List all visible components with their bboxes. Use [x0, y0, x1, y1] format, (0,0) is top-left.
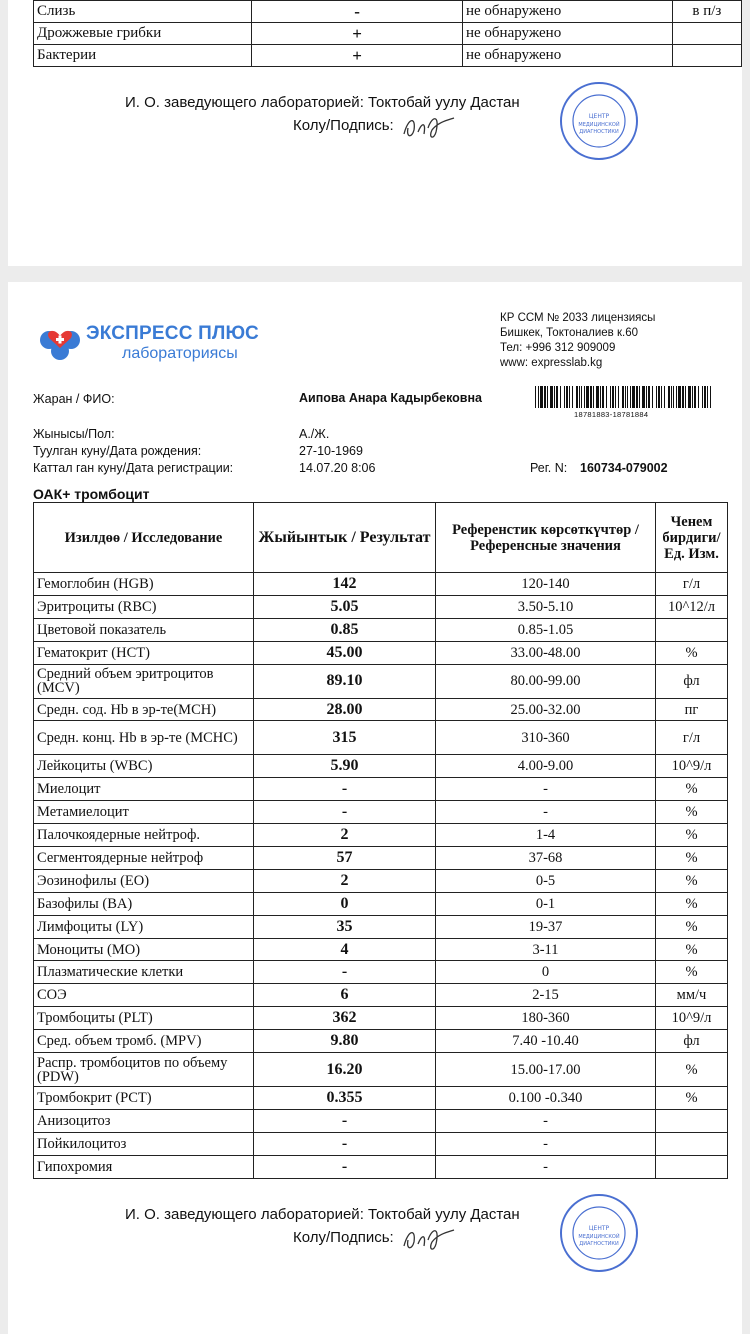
lab-seal-stamp-bottom — [558, 1192, 640, 1274]
test-name: Пойкилоцитоз — [34, 1132, 254, 1155]
table-row — [34, 847, 728, 870]
test-unit: г/л — [656, 573, 728, 596]
test-result: 2 — [254, 869, 436, 892]
test-reference: 3.50-5.10 — [436, 595, 656, 618]
test-name: Тромбоциты (PLT) — [34, 1007, 254, 1030]
test-unit: г/л — [656, 721, 728, 755]
signature-line-bottom: И. О. заведующего лабораторией: Токтобай уулу Дастан — [125, 1206, 520, 1223]
barcode-number: 18781883-18781884 — [574, 410, 649, 419]
test-name: Палочкоядерные нейтроф. — [34, 824, 254, 847]
test-name: Слизь — [34, 1, 252, 23]
website-text: www: expresslab.kg — [500, 357, 603, 369]
test-unit: % — [656, 892, 728, 915]
test-unit: % — [656, 847, 728, 870]
test-name: Дрожжевые грибки — [34, 23, 252, 45]
table-row — [34, 801, 728, 824]
test-unit — [656, 1109, 728, 1132]
test-reference: - — [436, 801, 656, 824]
results-table — [33, 502, 728, 1179]
test-unit — [672, 45, 741, 67]
test-unit — [656, 1132, 728, 1155]
test-name: Эритроциты (RBC) — [34, 595, 254, 618]
test-result: 89.10 — [254, 664, 436, 698]
test-reference: 180-360 — [436, 1007, 656, 1030]
test-reference: 37-68 — [436, 847, 656, 870]
table-row — [34, 984, 728, 1007]
table-row — [34, 938, 728, 961]
table-row — [34, 1155, 728, 1178]
test-result: 45.00 — [254, 641, 436, 664]
test-unit — [672, 23, 741, 45]
test-name: Эозинофилы (EO) — [34, 869, 254, 892]
test-name: Лимфоциты (LY) — [34, 915, 254, 938]
table-row — [34, 1087, 728, 1110]
test-result: 35 — [254, 915, 436, 938]
header-name: Изилдөө / Исследование — [34, 503, 254, 573]
test-result: 362 — [254, 1007, 436, 1030]
test-reference: 25.00-32.00 — [436, 698, 656, 721]
test-unit: 10^9/л — [656, 1007, 728, 1030]
test-name: Миелоцит — [34, 778, 254, 801]
table-row — [34, 1007, 728, 1030]
test-result: - — [252, 1, 463, 23]
test-unit: % — [656, 938, 728, 961]
test-reference: 0-5 — [436, 869, 656, 892]
test-name: Гипохромия — [34, 1155, 254, 1178]
test-reference: не обнаружено — [462, 23, 672, 45]
test-reference: 7.40 -10.40 — [436, 1030, 656, 1053]
test-reference: не обнаружено — [462, 45, 672, 67]
table-row — [34, 1, 742, 23]
license-text: КР ССМ № 2033 лицензиясы — [500, 312, 656, 324]
header-result: Жыйынтык / Результат — [254, 503, 436, 573]
test-result: 5.05 — [254, 595, 436, 618]
test-reference: 310-360 — [436, 721, 656, 755]
signature-label: Колу/Подпись: — [293, 117, 394, 134]
section-title: ОАК+ тромбоцит — [33, 486, 150, 502]
report-page — [8, 282, 742, 1334]
table-row — [34, 961, 728, 984]
test-reference: - — [436, 1155, 656, 1178]
test-reference: 3-11 — [436, 938, 656, 961]
test-name: Бактерии — [34, 45, 252, 67]
brand-name: ЭКСПРЕСС ПЛЮС — [86, 323, 259, 344]
test-unit — [656, 1155, 728, 1178]
test-result: 0 — [254, 892, 436, 915]
test-name: Сегментоядерные нейтроф — [34, 847, 254, 870]
report-page-previous — [8, 0, 742, 266]
table-row — [34, 573, 728, 596]
test-name: Плазматические клетки — [34, 961, 254, 984]
test-unit: % — [656, 1053, 728, 1087]
test-unit — [656, 618, 728, 641]
test-result: - — [254, 1109, 436, 1132]
fio-label: Жаран / ФИО: — [33, 392, 115, 406]
test-unit: % — [656, 801, 728, 824]
test-result: + — [252, 45, 463, 67]
svg-text:ЦЕНТР: ЦЕНТР — [588, 113, 610, 120]
header-unit: Ченем бирдиги/ Ед. Изм. — [656, 503, 728, 573]
test-name: Метамиелоцит — [34, 801, 254, 824]
test-result: 142 — [254, 573, 436, 596]
test-reference: не обнаружено — [462, 1, 672, 23]
table-row — [34, 23, 742, 45]
test-result: - — [254, 1155, 436, 1178]
test-name: Анизоцитоз — [34, 1109, 254, 1132]
test-reference: 15.00-17.00 — [436, 1053, 656, 1087]
test-result: 5.90 — [254, 755, 436, 778]
test-unit: % — [656, 1087, 728, 1110]
test-result: 0.85 — [254, 618, 436, 641]
results-table-previous — [33, 0, 742, 67]
test-result: 4 — [254, 938, 436, 961]
table-row — [34, 778, 728, 801]
svg-text:ДИАГНОСТИКИ: ДИАГНОСТИКИ — [579, 129, 619, 135]
gender-label: Жынысы/Пол: — [33, 427, 115, 441]
test-name: Цветовой показатель — [34, 618, 254, 641]
test-reference: 0 — [436, 961, 656, 984]
test-name: Гематокрит (HCT) — [34, 641, 254, 664]
test-reference: 4.00-9.00 — [436, 755, 656, 778]
header-reference: Референстик көрсөткүчтөр / Референсные значения — [436, 503, 656, 573]
test-result: 2 — [254, 824, 436, 847]
table-row — [34, 721, 728, 755]
test-result: - — [254, 778, 436, 801]
barcode — [535, 386, 715, 410]
table-row — [34, 869, 728, 892]
test-name: Средний объем эритроцитов (MCV) — [34, 664, 254, 698]
table-row — [34, 824, 728, 847]
gender-value: А./Ж. — [299, 427, 330, 441]
table-row — [34, 755, 728, 778]
signature-label-bottom: Колу/Подпись: — [293, 1229, 394, 1246]
test-unit: в п/з — [672, 1, 741, 23]
test-unit: фл — [656, 664, 728, 698]
test-unit: % — [656, 641, 728, 664]
test-reference: 1-4 — [436, 824, 656, 847]
table-row — [34, 1109, 728, 1132]
reg-number-label: Рег. N: — [530, 461, 568, 475]
table-row — [34, 698, 728, 721]
svg-text:ДИАГНОСТИКИ: ДИАГНОСТИКИ — [579, 1241, 619, 1247]
patient-name: Аипова Анара Кадырбековна — [299, 391, 482, 405]
test-result: 9.80 — [254, 1030, 436, 1053]
test-name: Распр. тромбоцитов по объему (PDW) — [34, 1053, 254, 1087]
test-name: Средн. сод. Hb в эр-те(MCH) — [34, 698, 254, 721]
registration-label: Каттал ган куну/Дата регистрации: — [33, 461, 234, 475]
test-reference: - — [436, 1132, 656, 1155]
lab-logo-icon — [37, 318, 83, 362]
test-unit: % — [656, 869, 728, 892]
address-text: Бишкек, Токтоналиев к.60 — [500, 327, 638, 339]
test-reference: - — [436, 1109, 656, 1132]
test-result: 16.20 — [254, 1053, 436, 1087]
test-reference: 120-140 — [436, 573, 656, 596]
test-unit: % — [656, 961, 728, 984]
test-unit: мм/ч — [656, 984, 728, 1007]
test-result: 315 — [254, 721, 436, 755]
dob-value: 27-10-1969 — [299, 444, 363, 458]
table-row — [34, 45, 742, 67]
test-result: - — [254, 801, 436, 824]
table-row — [34, 1132, 728, 1155]
svg-text:МЕДИЦИНСКОЙ: МЕДИЦИНСКОЙ — [578, 122, 620, 128]
test-name: Моноциты (MO) — [34, 938, 254, 961]
test-result: 57 — [254, 847, 436, 870]
phone-text: Тел: +996 312 909009 — [500, 342, 616, 354]
test-unit: % — [656, 778, 728, 801]
table-row — [34, 641, 728, 664]
test-unit: 10^12/л — [656, 595, 728, 618]
svg-text:ЦЕНТР: ЦЕНТР — [588, 1225, 610, 1232]
brand-subtitle: лабораториясы — [122, 345, 238, 362]
test-reference: - — [436, 778, 656, 801]
test-reference: 2-15 — [436, 984, 656, 1007]
test-reference: 0.100 -0.340 — [436, 1087, 656, 1110]
test-name: Гемоглобин (HGB) — [34, 573, 254, 596]
handwritten-signature — [398, 108, 460, 144]
test-result: 0.355 — [254, 1087, 436, 1110]
signature-line: И. О. заведующего лабораторией: Токтобай уулу Дастан — [125, 94, 520, 111]
reg-number-value: 160734-079002 — [580, 461, 668, 475]
table-row — [34, 618, 728, 641]
test-name: Тромбокрит (PCT) — [34, 1087, 254, 1110]
test-reference: 33.00-48.00 — [436, 641, 656, 664]
lab-seal-stamp — [558, 80, 640, 162]
lab-contacts — [500, 311, 655, 371]
table-row — [34, 1030, 728, 1053]
registration-value: 14.07.20 8:06 — [299, 461, 376, 475]
test-name: Базофилы (BA) — [34, 892, 254, 915]
test-result: - — [254, 1132, 436, 1155]
test-name: СОЭ — [34, 984, 254, 1007]
test-name: Сред. объем тромб. (MPV) — [34, 1030, 254, 1053]
handwritten-signature-bottom — [398, 1220, 460, 1256]
table-row — [34, 595, 728, 618]
test-name: Средн. конц. Hb в эр-те (MCHC) — [34, 721, 254, 755]
test-reference: 80.00-99.00 — [436, 664, 656, 698]
test-name: Лейкоциты (WBC) — [34, 755, 254, 778]
test-reference: 19-37 — [436, 915, 656, 938]
table-row — [34, 892, 728, 915]
dob-label: Туулган куну/Дата рождения: — [33, 444, 202, 458]
test-unit: % — [656, 824, 728, 847]
test-unit: пг — [656, 698, 728, 721]
test-unit: 10^9/л — [656, 755, 728, 778]
test-result: 28.00 — [254, 698, 436, 721]
test-result: 6 — [254, 984, 436, 1007]
test-unit: фл — [656, 1030, 728, 1053]
test-reference: 0.85-1.05 — [436, 618, 656, 641]
test-unit: % — [656, 915, 728, 938]
svg-text:МЕДИЦИНСКОЙ: МЕДИЦИНСКОЙ — [578, 1234, 620, 1240]
table-row — [34, 664, 728, 698]
test-reference: 0-1 — [436, 892, 656, 915]
table-row — [34, 915, 728, 938]
test-result: - — [254, 961, 436, 984]
test-result: + — [252, 23, 463, 45]
table-row — [34, 1053, 728, 1087]
